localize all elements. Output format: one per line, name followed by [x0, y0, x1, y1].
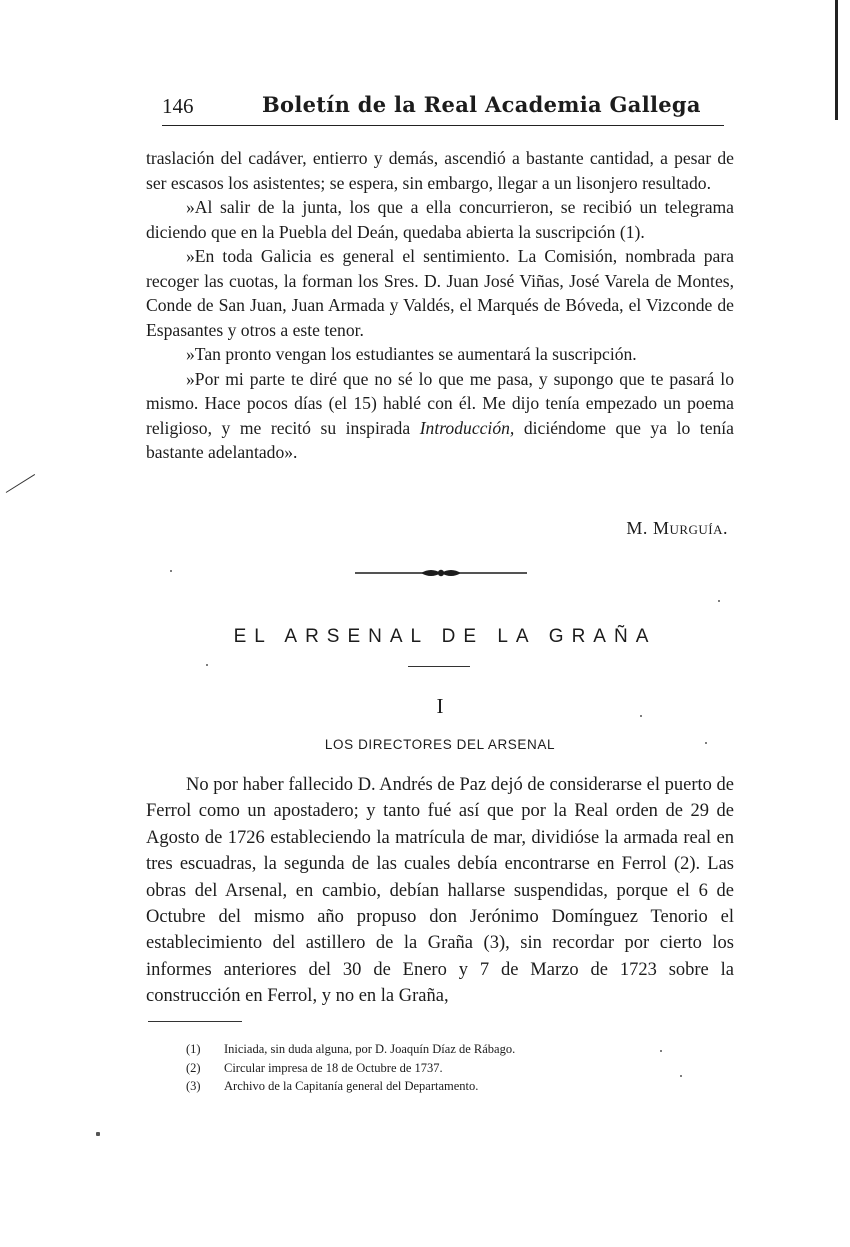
footnote: [186, 1040, 706, 1059]
chapter-numeral: I: [436, 694, 444, 718]
page-edge-mark: [835, 0, 838, 120]
footnote-text: Archivo de la Capitanía general del Departamento.: [224, 1079, 479, 1093]
paragraph: traslación del cadáver, entierro y demás, ascendió a bastante cantidad, a pesar de ser escasos los asistentes; se espera, sin embargo, llegar a un lisonjero resultado.: [146, 148, 734, 193]
chapter-subtitle: LOS DIRECTORES DEL ARSENAL: [324, 737, 556, 752]
footnote-mark: (1): [186, 1042, 201, 1056]
footnote-mark: (2): [186, 1060, 201, 1075]
signature-name: Murguía.: [652, 518, 728, 538]
page-number: 146: [162, 94, 194, 118]
italic-title: Introducción,: [419, 417, 515, 438]
header-rule: [162, 125, 724, 126]
signature-initial: M.: [626, 518, 648, 538]
signature: [626, 518, 728, 539]
footnote-mark: (3): [186, 1079, 201, 1093]
ornamental-divider: [355, 564, 527, 582]
footnote-text: Iniciada, sin duda alguna, por D. Joaquín Díaz de Rábago.: [224, 1042, 516, 1056]
section-title: EL ARSENAL DE LA GRAÑA: [233, 626, 657, 647]
paragraph: No por haber fallecido D. Andrés de Paz dejó de considerarse el puerto de Ferrol como un apostadero; y tanto fué así que por la Real orden de 29 de Agosto de 1726 estableciendo la matrícula de mar, dividióse la armada real en tres escuadras, la segunda de las cuales debía encontrarse en Ferrol (2). Las obras del Arsenal, en cambio, debían hallarse suspendidas, porque el 6 de Octubre del mismo año propuso don Jerónimo Domínguez Tenorio el establecimiento del astillero de la Graña (3), sin recordar por cierto los informes anteriores del 30 de Enero y 7 de Marzo de 1723 sobre la construcción en Ferrol, y no en la Graña,: [146, 775, 734, 1007]
section-text: [146, 772, 734, 1010]
running-head: Boletín de la Real Academia Gallega: [262, 92, 701, 117]
footnote-text: Circular impresa de 18 de Octubre de 1737.: [224, 1060, 443, 1075]
footnote: [186, 1077, 706, 1096]
footnotes: [186, 1040, 706, 1096]
paragraph: »Tan pronto vengan los estudiantes se aumentará la suscripción.: [186, 344, 637, 364]
margin-pencil-stroke: [6, 474, 35, 493]
paragraph-text: »Por mi parte te diré que no sé lo que me pasa, y supongo que te pasará lo mismo. Hace pocos días (el 15) hablé con él. Me dijo tenía empezado un poema religioso, y me recitó su inspirada: [146, 368, 734, 438]
paragraph-text: diciéndome que ya lo tenía bastante adelantado».: [146, 417, 734, 462]
footnote: [186, 1059, 706, 1078]
letter-text: [146, 146, 734, 465]
paragraph: »En toda Galicia es general el sentimiento. La Comisión, nombrada para recoger las cuotas, la forman los Sres. D. Juan José Viñas, José Varela de Montes, Conde de San Juan, Juan Armada y Valdés, el Marqués de Bóveda, el Vizconde de Espasantes y otros a este tenor.: [146, 246, 734, 340]
paragraph-with-italic: [146, 367, 734, 465]
title-rule: [408, 666, 470, 667]
footnote-rule: [148, 1021, 242, 1022]
paragraph: »Al salir de la junta, los que a ella concurrieron, se recibió un telegrama diciendo que en la Puebla del Deán, quedaba abierta la suscripción (1).: [146, 197, 734, 242]
